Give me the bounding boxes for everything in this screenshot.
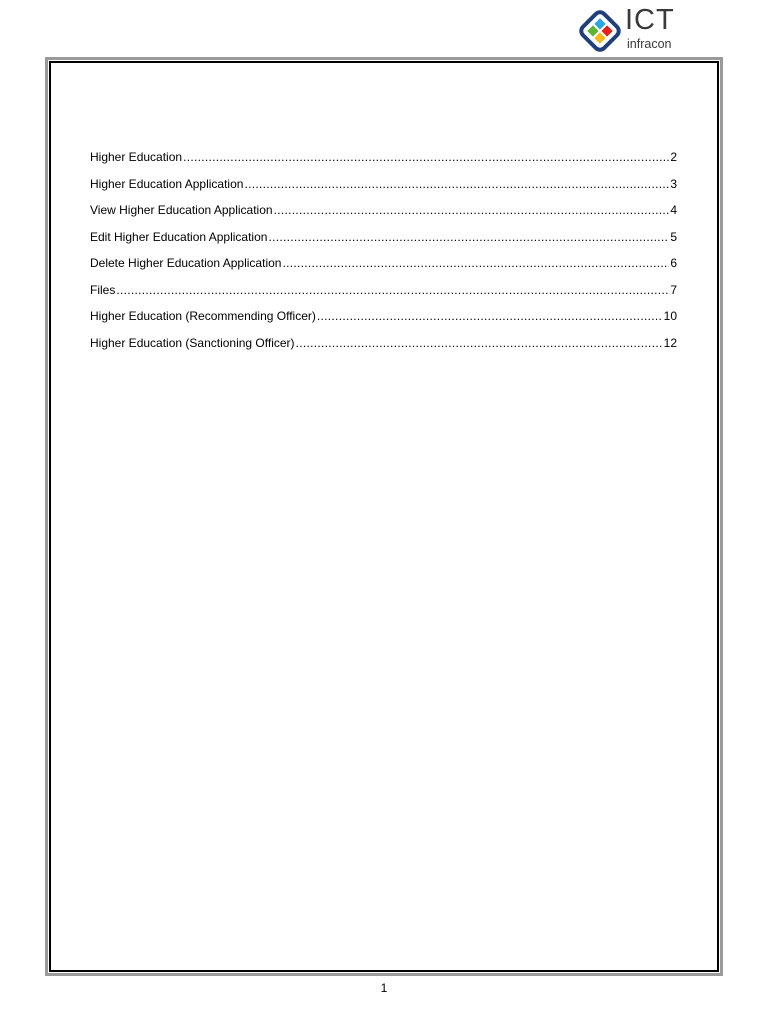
toc-entry-page: 4 (670, 203, 677, 217)
toc-entry-title: Higher Education Application (90, 176, 244, 191)
toc-entry[interactable] (90, 177, 677, 204)
toc-entry-title: Higher Education (90, 150, 183, 164)
toc-entry-title: Higher Education (Sanctioning Officer) (90, 335, 295, 350)
logo-subtitle: infracon (627, 37, 672, 51)
toc-entry[interactable] (90, 230, 677, 257)
toc-leader-dots (268, 230, 669, 244)
toc-leader-dots (183, 150, 669, 164)
company-logo (578, 4, 688, 54)
toc-entry-title: Edit Higher Education Application (90, 229, 268, 244)
toc-leader-dots (282, 256, 669, 270)
toc-entry[interactable] (90, 309, 677, 336)
toc-leader-dots (296, 336, 663, 350)
toc-entry[interactable] (90, 150, 677, 177)
toc-leader-dots (244, 177, 669, 191)
toc-leader-dots (116, 283, 669, 297)
table-of-contents (90, 150, 677, 362)
toc-entry[interactable] (90, 283, 677, 310)
toc-entry[interactable] (90, 256, 677, 283)
toc-entry-page: 12 (663, 335, 677, 350)
toc-entry-page: 2 (670, 150, 677, 164)
toc-entry-page: 3 (670, 176, 677, 191)
toc-leader-dots (274, 203, 670, 217)
toc-entry-page: 7 (670, 282, 677, 297)
toc-entry-page: 10 (663, 309, 677, 323)
toc-entry-title: Files (90, 282, 116, 297)
toc-entry-title: Delete Higher Education Application (90, 256, 282, 270)
toc-leader-dots (317, 309, 663, 323)
toc-entry[interactable] (90, 203, 677, 230)
toc-entry-title: View Higher Education Application (90, 203, 273, 217)
ict-infracon-logo-icon (578, 9, 622, 53)
toc-entry-title: Higher Education (Recommending Officer) (90, 309, 316, 323)
toc-entry-page: 6 (670, 256, 677, 270)
toc-entry[interactable] (90, 336, 677, 363)
logo-title: ICT (625, 4, 675, 36)
page-number: 1 (380, 981, 388, 995)
toc-entry-page: 5 (670, 229, 677, 244)
